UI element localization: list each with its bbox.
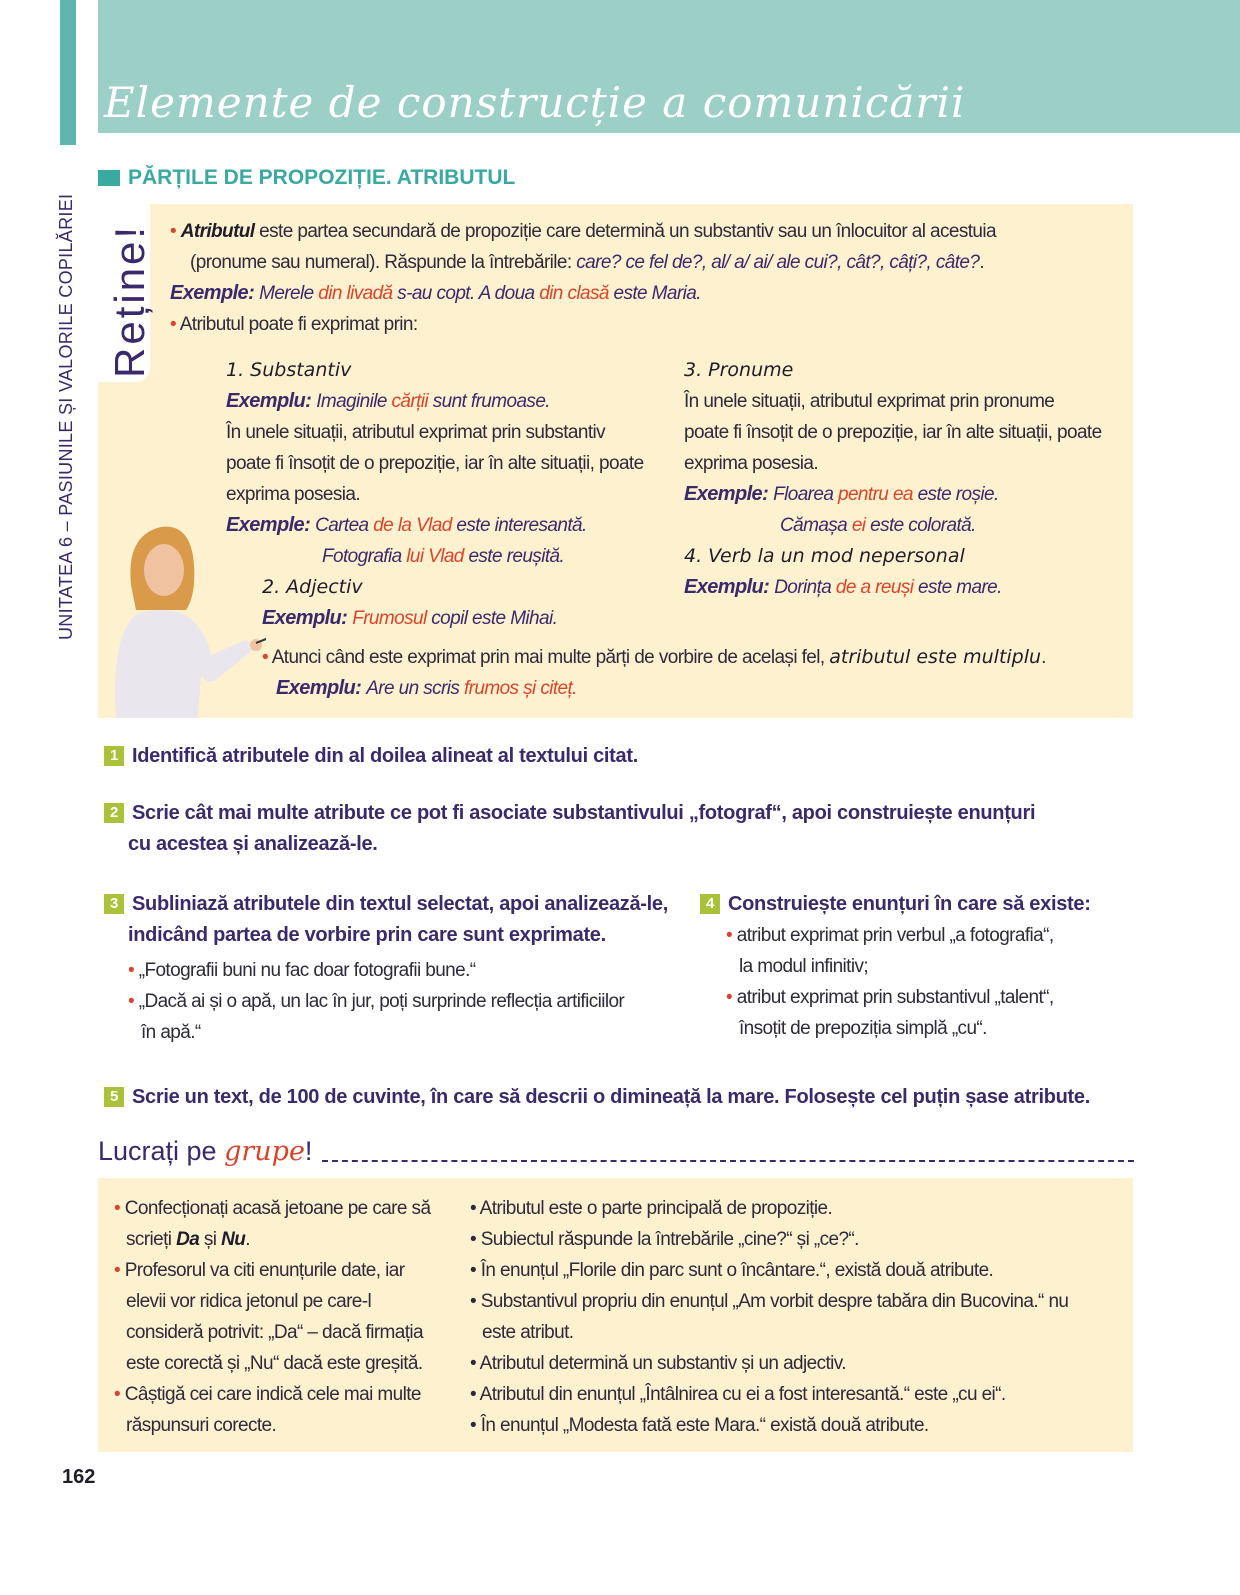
text-run: Exemplu: xyxy=(226,390,317,412)
text-run: . xyxy=(245,1229,250,1250)
text-run: Profesorul va citi enunțurile date, iar xyxy=(124,1260,405,1281)
text-run: • xyxy=(114,1260,125,1281)
text-run: Exemplu: xyxy=(262,607,353,629)
section-heading-text: PĂRȚILE DE PROPOZIȚIE. ATRIBUTUL xyxy=(128,166,516,189)
retine-label: Reține! xyxy=(106,223,153,378)
text-run: Exemple: xyxy=(170,282,260,304)
exercise-number-badge: 3 xyxy=(104,894,124,914)
text-run: cărții xyxy=(391,391,429,412)
heading-part: ! xyxy=(304,1136,313,1166)
text-line xyxy=(170,216,996,247)
text-line xyxy=(226,479,360,510)
text-line xyxy=(470,1286,1068,1317)
text-run: poate fi însoțit de o prepoziție, iar în alte situații, poate xyxy=(684,422,1102,443)
text-line xyxy=(114,1193,430,1224)
text-run: exprima posesia. xyxy=(684,453,819,474)
text-run: 2. Adjectiv xyxy=(262,576,363,598)
text-run: În unele situații, atributul exprimat prin substantiv xyxy=(226,422,606,443)
page-number: 162 xyxy=(62,1466,96,1488)
text-line xyxy=(170,278,701,309)
quote-item-cont: în apă.“ xyxy=(141,1022,201,1043)
text-run: este colorată. xyxy=(865,515,976,536)
text-run: elevii vor ridica jetonul pe care-l xyxy=(126,1291,372,1312)
exercise-4 xyxy=(700,889,1091,920)
exercise-3 xyxy=(104,889,668,951)
quote-item: „Dacă ai și o apă, un lac în jur, poți surprinde reflecția artificiilor xyxy=(138,991,625,1012)
exercise-3-items: • „Fotografii buni nu fac doar fotografii bune.“ • „Dacă ai și o apă, un lac în jur, poți surprinde reflecția artificiilor în apă.“ xyxy=(128,955,624,1048)
text-line xyxy=(684,355,793,386)
exercise-4-items: • atribut exprimat prin verbul „a fotografia“, la modul infinitiv; • atribut exprimat prin substantivul „talent“, însoțit de prepoziția simplă „cu“. xyxy=(726,920,1054,1044)
text-line xyxy=(684,386,1054,417)
text-run: de a reuși xyxy=(835,577,914,598)
text-run: 3. Pronume xyxy=(684,359,794,381)
text-run: • Substantivul propriu din enunțul „Am vorbit despre tabăra din Bucovina.“ nu xyxy=(470,1291,1069,1312)
text-run: Are un scris xyxy=(366,678,464,699)
text-line xyxy=(126,1348,423,1379)
text-line xyxy=(190,247,984,278)
text-line xyxy=(262,572,363,603)
quote-item: „Fotografii buni nu fac doar fotografii bune.“ xyxy=(138,960,476,981)
section-heading xyxy=(98,166,515,190)
text-run: care? ce fel de?, al/ a/ ai/ ale cui?, cât?, câți?, câte? xyxy=(576,252,980,273)
text-run: 4. Verb la un mod nepersonal xyxy=(684,545,965,567)
text-run: Merele xyxy=(259,283,319,304)
dashed-divider xyxy=(322,1160,1134,1162)
text-run: • xyxy=(114,1198,125,1219)
text-run: • Atributul este o parte principală de propoziție. xyxy=(470,1198,833,1219)
exercise-number-badge: 4 xyxy=(700,894,720,914)
text-line xyxy=(470,1193,832,1224)
text-run: . xyxy=(1041,647,1046,668)
group-work-heading xyxy=(98,1136,312,1167)
text-run: și xyxy=(199,1229,222,1250)
exercise-number-badge: 2 xyxy=(104,803,124,823)
exercise-text: cu acestea și analizează-le. xyxy=(128,833,378,855)
text-line xyxy=(126,1286,371,1317)
text-run: de la Vlad xyxy=(373,515,452,536)
text-run: . xyxy=(979,252,985,273)
text-run: Exemplu: xyxy=(276,677,367,699)
text-line xyxy=(482,1317,573,1348)
text-line xyxy=(226,448,644,479)
text-run: pentru ea xyxy=(838,484,913,505)
text-run: copil este Mihai. xyxy=(426,608,558,629)
chapter-title: Elemente de construcție a comunicării xyxy=(104,78,966,127)
text-run: Da xyxy=(176,1229,200,1250)
text-run: este Maria. xyxy=(608,283,701,304)
text-line xyxy=(684,479,999,510)
text-run: atributul este multiplu xyxy=(829,646,1042,668)
text-line xyxy=(684,541,965,572)
text-run: • În enunțul „Modesta fată este Mara.“ există două atribute. xyxy=(470,1415,929,1436)
text-line xyxy=(126,1317,423,1348)
text-run: • În enunțul „Florile din parc sunt o încântare.“, există două atribute. xyxy=(470,1260,994,1281)
task-item: atribut exprimat prin substantivul „talent“, xyxy=(736,987,1054,1008)
text-run: este mare. xyxy=(913,577,1002,598)
text-line xyxy=(470,1410,929,1441)
text-run: • Atributul din enunțul „Întâlnirea cu ei a fost interesantă.“ este „cu ei“. xyxy=(470,1384,1006,1405)
text-line xyxy=(684,448,818,479)
text-line xyxy=(684,417,1102,448)
heading-part: Lucrați pe xyxy=(98,1136,225,1166)
exercise-text: Subliniază atributele din textul selectat, apoi analizează-le, xyxy=(132,893,669,915)
text-run: • Subiectul răspunde la întrebările „cine?“ și „ce?“. xyxy=(470,1229,859,1250)
text-run: Floarea xyxy=(773,484,838,505)
unit-color-bar xyxy=(60,0,76,145)
text-run: Câștigă cei care indică cele mai multe xyxy=(124,1384,421,1405)
exercise-number-badge: 1 xyxy=(104,746,124,766)
text-run: frumos și citeț. xyxy=(463,678,577,699)
text-run: Fotografia xyxy=(322,546,407,567)
text-line xyxy=(684,572,1002,603)
exercise-text: Identifică atributele din al doilea alineat al textului citat. xyxy=(132,745,638,767)
text-run: Exemple: xyxy=(684,483,774,505)
text-line xyxy=(226,386,550,417)
exercise-text: Construiește enunțuri în care să existe: xyxy=(728,893,1091,915)
text-run: exprima posesia. xyxy=(226,484,361,505)
text-run: Imaginile xyxy=(316,391,392,412)
text-run: • Atributul determină un substantiv și un adjectiv. xyxy=(470,1353,846,1374)
text-run: Atributul xyxy=(180,221,255,242)
text-run: • xyxy=(262,647,272,668)
task-item: atribut exprimat prin verbul „a fotografia“, xyxy=(736,925,1054,946)
text-run: (pronume sau numeral). Răspunde la întrebările: xyxy=(190,252,577,273)
text-run: Atributul poate fi exprimat prin: xyxy=(179,314,418,335)
text-line xyxy=(114,1255,404,1286)
text-run: din clasă xyxy=(539,283,609,304)
exercise-number-badge: 5 xyxy=(104,1087,124,1107)
text-line xyxy=(780,510,976,541)
exercise-text: indicând partea de vorbire prin care sunt exprimate. xyxy=(128,924,606,946)
heading-square-icon xyxy=(98,170,120,186)
text-line xyxy=(262,603,557,634)
teacher-illustration xyxy=(106,515,266,720)
exercise-text: Scrie un text, de 100 de cuvinte, în care să descrii o dimineață la mare. Folosește cel puțin șase atribute. xyxy=(132,1086,1090,1108)
text-run: lui Vlad xyxy=(406,546,464,567)
text-run: Exemplu: xyxy=(684,576,775,598)
text-line xyxy=(126,1224,250,1255)
text-run: 1. Substantiv xyxy=(226,359,352,381)
text-line xyxy=(226,355,351,386)
text-run: este interesantă. xyxy=(451,515,587,536)
text-run: Dorința xyxy=(774,577,836,598)
text-run: răspunsuri corecte. xyxy=(126,1415,277,1436)
text-run: s-au copt. A doua xyxy=(392,283,540,304)
text-run: este reușită. xyxy=(463,546,565,567)
text-line xyxy=(126,1410,276,1441)
text-line xyxy=(226,417,605,448)
text-run: • xyxy=(170,314,180,335)
text-line xyxy=(470,1379,1006,1410)
exercise-5 xyxy=(104,1082,1090,1113)
text-line xyxy=(226,510,587,541)
text-run: Confecționați acasă jetoane pe care să xyxy=(124,1198,431,1219)
text-run: ei xyxy=(851,515,866,536)
text-line xyxy=(276,673,577,704)
text-run: din livadă xyxy=(318,283,393,304)
text-line xyxy=(470,1348,846,1379)
exercise-1 xyxy=(104,741,638,772)
text-run: consideră potrivit: „Da“ – dacă firmația xyxy=(126,1322,424,1343)
text-run: Cartea xyxy=(315,515,374,536)
text-run: Cămașa xyxy=(780,515,852,536)
text-run: Nu xyxy=(221,1229,246,1250)
text-line xyxy=(170,309,418,340)
text-line xyxy=(114,1379,421,1410)
unit-label: UNITATEA 6 – PASIUNILE ȘI VALORILE COPILĂRIEI xyxy=(56,193,76,640)
text-line xyxy=(470,1255,993,1286)
text-run: este corectă și „Nu“ dacă este greșită. xyxy=(126,1353,423,1374)
text-run: Exemple: xyxy=(226,514,316,536)
text-run: scrieți xyxy=(126,1229,177,1250)
text-line xyxy=(322,541,564,572)
text-line xyxy=(262,642,1046,673)
text-run: este partea secundară de propoziție care determină un substantiv sau un înlocuitor al acestuia xyxy=(254,221,996,242)
text-run: • xyxy=(170,221,181,242)
text-run: poate fi însoțit de o prepoziție, iar în alte situații, poate xyxy=(226,453,644,474)
exercise-2 xyxy=(104,798,1035,860)
heading-script-word: grupe xyxy=(224,1136,305,1167)
task-item-cont: însoțit de prepoziția simplă „cu“. xyxy=(739,1018,987,1039)
text-line xyxy=(470,1224,859,1255)
text-run: este atribut. xyxy=(482,1322,574,1343)
task-item-cont: la modul infinitiv; xyxy=(739,956,869,977)
text-run: este roșie. xyxy=(912,484,999,505)
text-run: sunt frumoase. xyxy=(428,391,550,412)
text-run: • xyxy=(114,1384,125,1405)
text-run: Frumosul xyxy=(352,608,427,629)
exercise-text: Scrie cât mai multe atribute ce pot fi asociate substantivului „fotograf“, apoi construiește enunțuri xyxy=(132,802,1036,824)
text-run: Atunci când este exprimat prin mai multe părți de vorbire de același fel, xyxy=(271,647,830,668)
text-run: În unele situații, atributul exprimat prin pronume xyxy=(684,391,1055,412)
